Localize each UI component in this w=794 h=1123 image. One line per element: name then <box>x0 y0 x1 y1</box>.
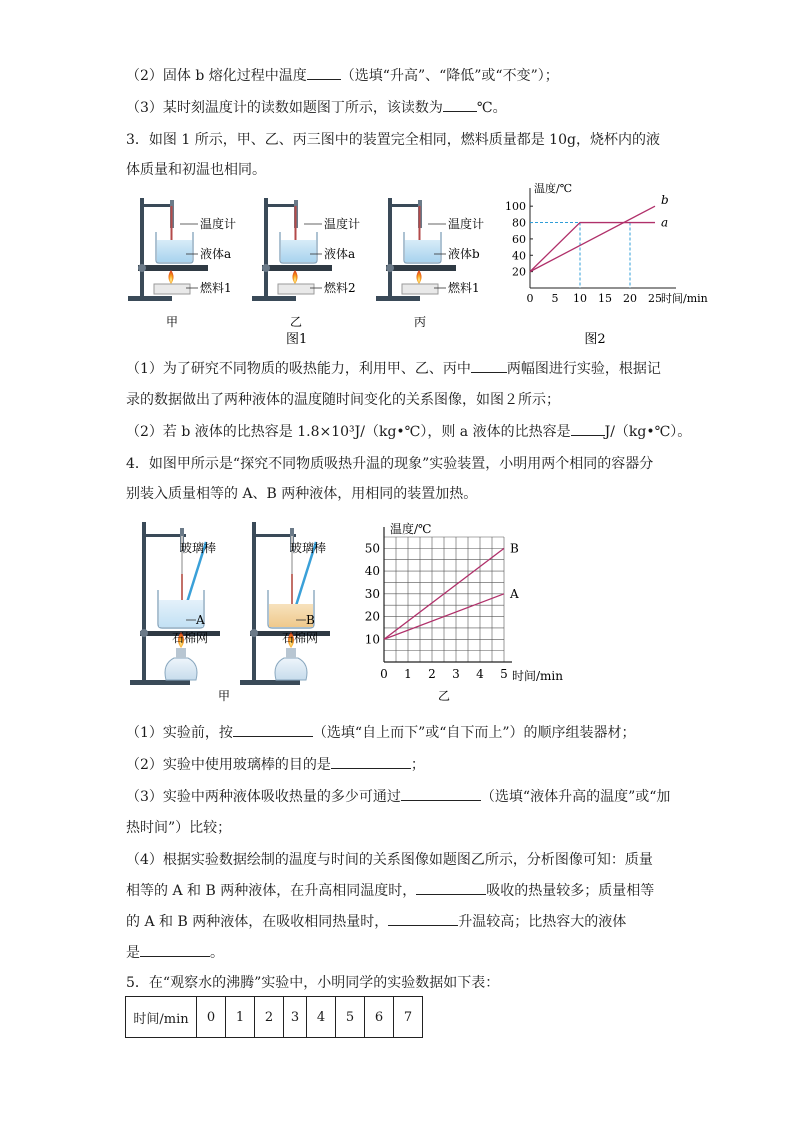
table-cell[interactable]: 7 <box>394 997 423 1038</box>
x-tick-label: 5 <box>500 667 508 681</box>
q4-1-text-b: （选填“自上而下”或“自下而上”）的顺序组装器材； <box>312 725 636 741</box>
q4-figure-jia <box>126 514 366 704</box>
q4-part3-line2: 热时间”）比较； <box>126 820 232 836</box>
setup-bing <box>376 198 484 329</box>
y-axis-label: 温度/℃ <box>390 522 432 536</box>
table-cell[interactable]: 2 <box>255 997 284 1038</box>
q4-4-text-g: 。 <box>210 945 224 961</box>
q2-part3 <box>126 99 507 117</box>
q2-3-blank[interactable] <box>443 99 477 112</box>
series-label-b: b <box>661 193 669 208</box>
table-cell[interactable]: 5 <box>336 997 365 1038</box>
setup-jia <box>128 198 236 329</box>
q4-4-text-f: 是 <box>126 945 140 961</box>
x-tick-label: 0 <box>380 667 388 681</box>
q4-part4-line1: （4）根据实验数据绘制的温度与时间的关系图像如题图乙所示，分析图像可知：质量 <box>126 852 653 868</box>
q4-4-blank2[interactable] <box>388 913 458 926</box>
q4-part3-line1 <box>126 788 670 806</box>
q3-figure1 <box>126 188 496 348</box>
label-liquid-bing: 液体b <box>448 247 480 261</box>
setup-B <box>240 522 330 685</box>
q3-part1-line1 <box>126 360 661 378</box>
q2-2-blank[interactable] <box>307 67 341 80</box>
x-tick-label: 10 <box>573 292 587 305</box>
q4-part4-line2 <box>126 882 654 900</box>
y-tick-label: 60 <box>512 232 526 246</box>
label-liquid-yi: 液体a <box>324 247 356 261</box>
label-liquid-B: B <box>306 613 315 627</box>
y-tick-label: 20 <box>512 265 526 279</box>
y-tick-label: 40 <box>364 564 380 579</box>
q3-part2 <box>126 423 691 441</box>
x-tick-label: 0 <box>526 292 534 305</box>
q3-2-blank[interactable] <box>571 423 605 436</box>
label-gauze-B: 石棉网 <box>282 631 319 645</box>
y-tick-label: 50 <box>364 541 380 556</box>
q4-figure-yi-chart <box>360 518 580 704</box>
caption-bing: 丙 <box>414 315 427 329</box>
q4-3-text-a: （3）实验中两种液体吸收热量的多少可通过 <box>126 789 401 805</box>
q3-2-text-b: J/（kg•℃）。 <box>604 424 692 440</box>
table-row <box>126 997 423 1038</box>
label-thermometer-bing: 温度计 <box>448 217 485 231</box>
x-tick-label: 3 <box>452 667 460 681</box>
y-tick-label: 80 <box>512 216 526 230</box>
label-liquid-A: A <box>196 613 205 627</box>
q4-2-blank[interactable] <box>331 756 411 769</box>
q4-4-text-b: 相等的 A 和 B 两种液体，在升高相同温度时， <box>126 883 417 899</box>
x-axis-label: 时间/min <box>512 669 563 683</box>
table-cell[interactable]: 3 <box>284 997 307 1038</box>
q2-3-text-a: （3）某时刻温度计的读数如题图丁所示，该读数为 <box>126 100 443 116</box>
figure-jia-caption: 甲 <box>218 689 231 703</box>
y-tick-label: 30 <box>364 586 380 601</box>
table-header-cell: 时间/min <box>126 997 197 1038</box>
x-axis-label: 时间/min <box>661 292 708 305</box>
q4-4-text-d: 的 A 和 B 两种液体，在吸收相同热量时， <box>126 914 389 930</box>
q4-3-blank[interactable] <box>401 788 481 801</box>
q4-part1 <box>126 724 636 742</box>
setup-yi <box>252 198 360 329</box>
label-rod-B: 玻璃棒 <box>290 541 327 555</box>
q3-1-text-a: （1）为了研究不同物质的吸热能力，利用甲、乙、丙中 <box>126 361 471 377</box>
q3-intro-line1: 3．如图 1 所示，甲、乙、丙三图中的装置完全相同，燃料质量都是 10g，烧杯内的液 <box>126 132 660 148</box>
q2-part2 <box>126 67 559 85</box>
x-tick-label: 5 <box>551 292 559 305</box>
q4-3-text-b: （选填“液体升高的温度”或“加 <box>480 789 671 805</box>
q4-part4-line3 <box>126 913 626 931</box>
x-tick-label: 25 <box>648 292 662 305</box>
caption-yi: 乙 <box>290 315 303 329</box>
table-cell[interactable]: 0 <box>197 997 226 1038</box>
q4-intro-line2: 别装入质量相等的 A、B 两种液体，用相同的装置加热。 <box>126 486 478 502</box>
series-line-a <box>530 223 655 272</box>
series-line-b <box>530 206 655 271</box>
y-tick-label: 40 <box>512 249 526 263</box>
table-cell[interactable]: 6 <box>365 997 394 1038</box>
q2-2-text-a: （2）固体 b 熔化过程中温度 <box>126 68 307 84</box>
q2-2-text-b: （选填“升高”、“降低”或“不变”）； <box>340 68 559 84</box>
series-label-A: A <box>510 586 519 601</box>
x-tick-label: 20 <box>623 292 637 305</box>
q4-2-text-b: ； <box>410 757 425 773</box>
q4-4-blank1[interactable] <box>416 882 486 895</box>
label-gauze-A: 石棉网 <box>172 631 209 645</box>
setup-A <box>130 522 220 685</box>
x-tick-label: 1 <box>404 667 412 681</box>
y-axis-label: 温度/℃ <box>534 182 573 195</box>
figure2-caption: 图2 <box>584 332 606 347</box>
q3-1-text-b: 两幅图进行实验，根据记 <box>506 361 661 377</box>
series-label-B: B <box>510 541 519 556</box>
table-cell[interactable]: 1 <box>226 997 255 1038</box>
x-tick-label: 4 <box>476 667 484 681</box>
q3-figure2-chart <box>505 182 708 348</box>
caption-jia: 甲 <box>166 315 179 329</box>
q4-part2 <box>126 756 425 774</box>
label-thermometer-jia: 温度计 <box>200 217 237 231</box>
figure1-caption: 图1 <box>286 332 308 347</box>
q3-1-blank[interactable] <box>471 360 507 373</box>
q3-intro-line2: 体质量和初温也相同。 <box>126 162 266 178</box>
label-rod-A: 玻璃棒 <box>180 541 217 555</box>
q4-intro-line1: 4．如图甲所示是“探究不同物质吸热升温的现象”实验装置，小明用两个相同的容器分 <box>126 456 654 472</box>
q3-2-text-a: （2）若 b 液体的比热容是 1.8×10³J/（kg•℃），则 a 液体的比热容是 <box>126 424 571 440</box>
q3-part1-line2: 录的数据做出了两种液体的温度随时间变化的关系图像，如图２所示； <box>126 392 560 408</box>
q4-2-text-a: （2）实验中使用玻璃棒的目的是 <box>126 757 331 773</box>
label-fuel-jia: 燃料1 <box>200 281 232 295</box>
series-label-a: a <box>661 215 669 230</box>
q4-4-blank3[interactable] <box>140 944 210 957</box>
q4-part4-line4 <box>126 944 224 962</box>
q4-1-blank[interactable] <box>233 724 313 737</box>
q4-1-text-a: （1）实验前，按 <box>126 725 233 741</box>
q5-data-table <box>125 996 423 1038</box>
label-fuel-bing: 燃料1 <box>448 281 480 295</box>
x-tick-label: 2 <box>428 667 436 681</box>
table-cell[interactable]: 4 <box>307 997 336 1038</box>
q4-4-text-c: 吸收的热量较多；质量相等 <box>486 883 655 899</box>
q4-4-text-e: 升温较高；比热容大的液体 <box>458 914 627 930</box>
label-fuel-yi: 燃料2 <box>324 281 356 295</box>
y-tick-label: 10 <box>364 632 380 647</box>
y-tick-label: 20 <box>364 609 380 624</box>
figure-yi-caption: 乙 <box>437 689 451 703</box>
q2-3-text-b: ℃。 <box>476 100 507 116</box>
label-thermometer-yi: 温度计 <box>324 217 361 231</box>
y-tick-label: 100 <box>505 200 526 214</box>
q5-intro: 5．在“观察水的沸腾”实验中，小明同学的实验数据如下表： <box>126 975 500 991</box>
label-liquid-jia: 液体a <box>200 247 232 261</box>
x-tick-label: 15 <box>598 292 612 305</box>
